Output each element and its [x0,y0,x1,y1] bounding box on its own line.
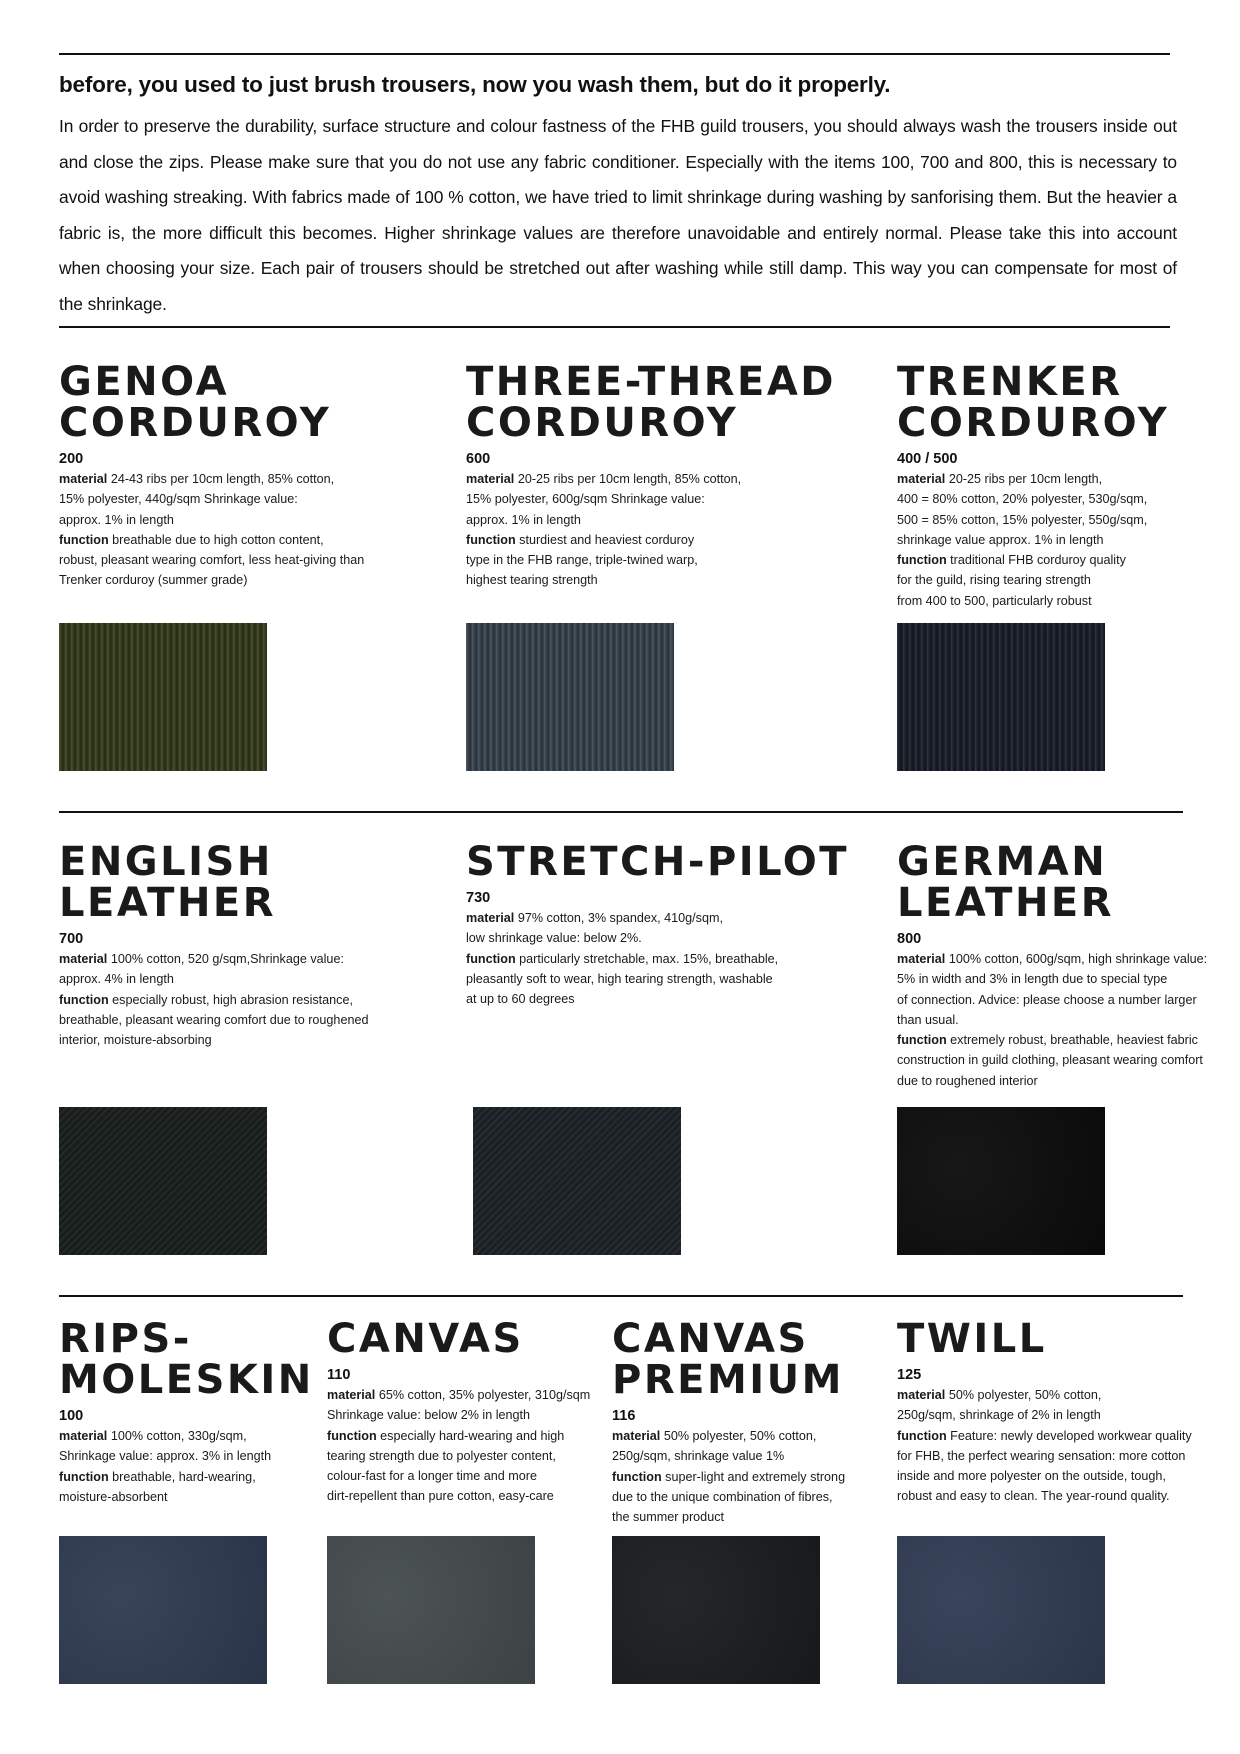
fabric-english-leather [59,839,369,1050]
material-text: 250g/sqm, shrinkage of 2% in length [897,1408,1101,1423]
fabric-code: 600 [466,451,491,467]
fabric-name [897,359,1170,446]
fabric-code: 700 [59,931,84,947]
function-text: extremely robust, breathable, heaviest fabric [950,1033,1198,1048]
fabric-canvas-premium [612,1316,846,1527]
material-line [59,1426,314,1446]
fabric-code: 730 [466,890,491,906]
row2-rule [59,1295,1183,1297]
function-text: colour-fast for a longer time and more [327,1469,537,1484]
function-text: sturdiest and heaviest corduroy [519,532,695,547]
fabric-name-line: STRETCH-PILOT [466,839,849,885]
function-label: function [466,951,516,966]
fabric-code: 400 / 500 [897,451,958,467]
function-text: highest tearing strength [466,573,598,588]
function-text: construction in guild clothing, pleasant wearing comfort [897,1053,1203,1068]
swatch-rips-moleskin [59,1536,267,1684]
fabric-trenker-corduroy [897,359,1170,611]
function-text: Feature: newly developed workwear quality [950,1428,1192,1443]
material-line [897,1405,1192,1425]
material-label: material [59,1429,108,1443]
function-line [59,530,364,550]
material-text: 100% cotton, 600g/sqm, high shrinkage value: [948,952,1208,966]
function-line [59,1487,314,1507]
row1-rule [59,811,1183,813]
material-text: 50% polyester, 50% cotton, [663,1429,817,1443]
function-text: at up to 60 degrees [466,992,575,1007]
swatch-three-thread-corduroy [466,623,674,771]
fabric-german-leather [897,839,1208,1091]
function-line [59,550,364,570]
fabric-name-line: PREMIUM [612,1357,844,1403]
fabric-description [59,469,364,591]
material-text: 15% polyester, 600g/sqm Shrinkage value: [466,492,705,507]
material-label: material [59,952,108,966]
function-label: function [59,992,109,1007]
function-line [466,949,849,969]
fabric-name [897,839,1207,926]
swatch-trenker-corduroy [897,623,1105,771]
swatch-german-leather [897,1107,1105,1255]
material-text: 24-43 ribs per 10cm length, 85% cotton, [110,472,335,486]
material-label: material [897,472,946,486]
function-line [897,1030,1207,1050]
fabric-description [466,469,836,591]
material-label: material [327,1388,376,1402]
function-line [897,1426,1192,1446]
material-line [897,489,1169,509]
fabric-name-line: CANVAS [327,1316,524,1362]
function-label: function [59,1469,109,1484]
fabric-name [59,359,364,446]
fabric-name [59,1316,314,1403]
fabric-name-line: RIPS- [59,1316,192,1362]
material-text: shrinkage value approx. 1% in length [897,532,1104,547]
fabric-code: 116 [612,1408,636,1424]
material-text: 20-25 ribs per 10cm length, 85% cotton, [517,472,742,486]
function-text: robust, pleasant wearing comfort, less heat-giving than [59,553,365,568]
material-line [897,949,1207,969]
function-line [897,591,1169,611]
function-text: from 400 to 500, particularly robust [897,593,1092,608]
fabric-name [466,359,836,446]
intro-title: before, you used to just brush trousers, now you wash them, but do it properly. [59,72,891,97]
function-line [59,990,368,1010]
fabric-name [466,839,849,885]
material-text: low shrinkage value: below 2%. [466,931,642,946]
material-text: approx. 1% in length [466,512,581,527]
function-text: moisture-absorbent [59,1489,168,1504]
material-text: than usual. [897,1012,959,1027]
function-line [612,1467,845,1487]
function-line [466,550,836,570]
function-line [897,550,1169,570]
material-line [466,510,836,530]
function-text: Trenker corduroy (summer grade) [59,573,248,588]
function-text: dirt-repellent than pure cotton, easy-care [327,1489,554,1504]
function-line [466,530,836,550]
material-text: approx. 4% in length [59,972,174,987]
function-line [327,1466,590,1486]
fabric-rips-moleskin [59,1316,314,1507]
material-line [466,489,836,509]
material-line [59,969,368,989]
function-text: interior, moisture-absorbing [59,1033,212,1048]
function-line [327,1486,590,1506]
function-label: function [897,1428,947,1443]
material-line [59,469,364,489]
fabric-code: 125 [897,1367,922,1383]
fabric-code: 200 [59,451,84,467]
fabric-twill [897,1316,1192,1507]
fabric-genoa-corduroy [59,359,365,591]
function-text: due to the unique combination of fibres, [612,1489,833,1504]
material-label: material [59,472,108,486]
fabric-name [59,839,368,926]
function-line [59,1467,314,1487]
material-line [612,1446,845,1466]
fabric-code: 100 [59,1408,84,1424]
function-line [327,1426,590,1446]
fabric-name-line: TRENKER [897,359,1123,405]
function-line [897,1486,1192,1506]
function-line [59,1030,368,1050]
fabric-description [897,469,1169,611]
material-text: 100% cotton, 520 g/sqm,Shrinkage value: [110,952,344,966]
function-line [897,1466,1192,1486]
function-line [466,570,836,590]
function-line [59,1010,368,1030]
material-line [897,990,1207,1010]
function-label: function [897,1033,947,1048]
fabric-name-line: LEATHER [897,880,1115,926]
fabric-description [897,949,1207,1091]
function-line [327,1446,590,1466]
fabric-description [59,1426,314,1507]
fabric-name [612,1316,845,1403]
function-text: traditional FHB corduroy quality [950,553,1126,568]
swatch-english-leather [59,1107,267,1255]
fabric-name-line: ENGLISH [59,839,273,885]
fabric-name-line: CORDUROY [897,400,1170,446]
function-label: function [59,532,109,547]
material-line [59,489,364,509]
material-text: Shrinkage value: below 2% in length [327,1408,531,1423]
function-text: for FHB, the perfect wearing sensation: more cotton [897,1448,1186,1463]
material-label: material [897,952,946,966]
function-label: function [897,553,947,568]
function-text: type in the FHB range, triple-twined warp, [466,553,698,568]
fabric-name-line: LEATHER [59,880,277,926]
function-line [466,969,849,989]
fabric-name-line: CORDUROY [466,400,739,446]
material-label: material [612,1429,661,1443]
material-text: 400 = 80% cotton, 20% polyester, 530g/sqm, [897,492,1148,507]
function-text: breathable, hard-wearing, [112,1469,256,1484]
fabric-description [612,1426,845,1527]
material-label: material [897,1388,946,1402]
fabric-name-line: MOLESKIN [59,1357,314,1403]
fabric-name-line: CANVAS [612,1316,809,1362]
swatch-genoa-corduroy [59,623,267,771]
swatch-twill [897,1536,1105,1684]
function-text: for the guild, rising tearing strength [897,573,1091,588]
material-line [897,969,1207,989]
material-label: material [466,911,515,925]
material-text: 500 = 85% cotton, 15% polyester, 550g/sqm, [897,512,1148,527]
fabric-description [59,949,368,1050]
swatch-stretch-pilot [473,1107,681,1255]
fabric-name-line: GERMAN [897,839,1108,885]
fabric-name [897,1316,1192,1362]
fabric-name [327,1316,590,1362]
material-line [59,510,364,530]
material-text: approx. 1% in length [59,512,174,527]
material-text: 97% cotton, 3% spandex, 410g/sqm, [517,911,723,925]
function-label: function [327,1428,377,1443]
material-text: 50% polyester, 50% cotton, [948,1388,1102,1402]
material-line [327,1405,590,1425]
function-line [59,570,364,590]
fabric-description [897,1385,1192,1507]
material-line [59,1446,314,1466]
material-text: 100% cotton, 330g/sqm, [110,1429,247,1443]
function-text: particularly stretchable, max. 15%, breathable, [519,951,779,966]
function-text: the summer product [612,1510,724,1525]
fabric-name-line: GENOA [59,359,230,405]
function-line [897,1446,1192,1466]
material-text: of connection. Advice: please choose a number larger [897,992,1197,1007]
function-line [612,1487,845,1507]
function-text: robust and easy to clean. The year-round quality. [897,1489,1170,1504]
fabric-description [327,1385,590,1507]
material-line [897,1385,1192,1405]
material-line [897,510,1169,530]
material-label: material [466,472,515,486]
material-line [327,1385,590,1405]
function-text: breathable due to high cotton content, [112,532,324,547]
function-text: pleasantly soft to wear, high tearing strength, washable [466,971,773,986]
swatch-canvas-premium [612,1536,820,1684]
function-line [897,1071,1207,1091]
intro-bottom-rule [59,326,1170,328]
function-line [466,989,849,1009]
function-text: due to roughened interior [897,1073,1038,1088]
fabric-name-line: CORDUROY [59,400,332,446]
function-line [612,1507,845,1527]
material-text: 5% in width and 3% in length due to special type [897,972,1168,987]
function-text: tearing strength due to polyester content, [327,1448,556,1463]
function-text: especially robust, high abrasion resistance, [112,992,353,1007]
fabric-description [466,908,849,1009]
fabric-code: 110 [327,1367,351,1383]
function-text: breathable, pleasant wearing comfort due to roughened [59,1012,369,1027]
function-text: super-light and extremely strong [665,1469,846,1484]
function-line [897,1050,1207,1070]
material-text: Shrinkage value: approx. 3% in length [59,1449,272,1464]
material-line [897,530,1169,550]
fabric-code: 800 [897,931,922,947]
fabric-three-thread-corduroy [466,359,836,591]
material-line [466,908,849,928]
material-text: 250g/sqm, shrinkage value 1% [612,1449,785,1464]
function-label: function [466,532,516,547]
swatch-canvas [327,1536,535,1684]
material-line [59,949,368,969]
function-label: function [612,1469,662,1484]
fabric-stretch-pilot [466,839,849,1009]
material-line [612,1426,845,1446]
material-line [897,469,1169,489]
intro-body: In order to preserve the durability, surface structure and colour fastness of the FHB guild trousers, you should always wash the trousers inside out and close the zips. Please make sure that you do not use any fabric conditioner. Especially with the items 100, 700 and 800, this is necessary to avoid washing streaking. With fabrics made of 100 % cotton, we have tried to limit shrinkage during washing by sanforising them. But the heavier a fabric is, the more difficult this becomes. Higher shrinkage values are therefore unavoidable and entirely normal. Please take this into account when choosing your size. Each pair of trousers should be stretched out after washing while still damp. This way you can compensate for most of the shrinkage. [59,116,1177,314]
material-line [466,928,849,948]
function-text: especially hard-wearing and high [380,1428,565,1443]
top-rule [59,53,1170,55]
material-text: 20-25 ribs per 10cm length, [948,472,1103,486]
fabric-name-line: THREE-THREAD [466,359,836,405]
material-text: 65% cotton, 35% polyester, 310g/sqm [378,1388,591,1402]
material-line [466,469,836,489]
fabric-canvas [327,1316,591,1507]
function-line [897,570,1169,590]
fabric-name-line: TWILL [897,1316,1047,1362]
function-text: inside and more polyester on the outside, tough, [897,1469,1166,1484]
material-line [897,1010,1207,1030]
material-text: 15% polyester, 440g/sqm Shrinkage value: [59,492,298,507]
